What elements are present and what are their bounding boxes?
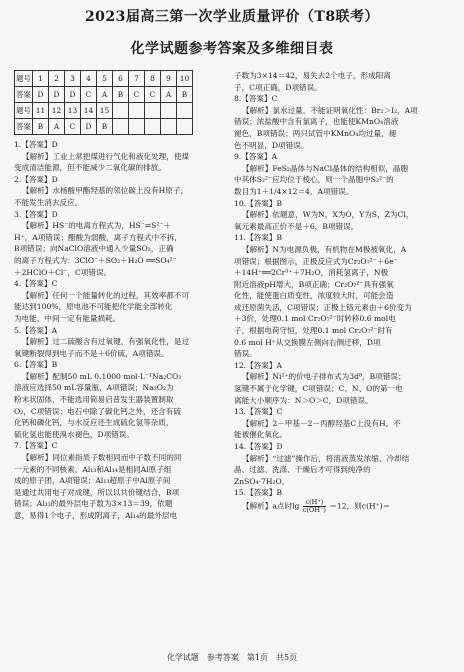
text-line: 子，根据电荷守恒，处理0.1 mol Cr₂O₇²⁻时有	[234, 326, 393, 336]
answer-table-cell	[161, 119, 177, 135]
answer-table-cell: 15	[97, 103, 113, 119]
text-line: 溶液应选择50 mL容量瓶，A项错误；Na₂O₂为	[14, 383, 174, 393]
answer-table-row-label: 答案	[15, 119, 33, 135]
text-line: ＋14H⁺══2Cr³⁺＋7H₂O，消耗氢离子，N极	[234, 268, 389, 278]
answer-heading: 9.【答案】A	[234, 152, 278, 162]
text-line: 能达到100%，原电池不可能把化学能全部转化	[14, 302, 173, 312]
right-column	[234, 70, 450, 514]
answer-table-cell	[161, 103, 177, 119]
answer-table-row	[15, 87, 193, 103]
answer-table-cell: 2	[49, 71, 65, 87]
text-line: 【解析】FeS₂晶体与NaCl晶体的结构相似，晶胞	[242, 163, 409, 173]
answer-table-row	[15, 71, 193, 87]
answer-table-cell: D	[81, 119, 97, 135]
answer-table-cell: B	[97, 119, 113, 135]
text-line: 错误。	[234, 349, 257, 359]
answer-table-cell: 14	[81, 103, 97, 119]
answer-heading: 12.【答案】A	[234, 360, 282, 370]
text-line: 化性，能使蛋白质变性，浓度较大时，可能会造	[234, 291, 394, 301]
formula-line	[234, 499, 450, 514]
document-title: 2023届高三第一次学业质量评价（T8联考）	[84, 9, 380, 25]
right-text	[234, 70, 450, 499]
text-line: ＋3价，处理0.1 mol Cr₂O₇²⁻时转移0.6 mol电	[234, 314, 396, 324]
answer-heading: 5.【答案】A	[14, 325, 58, 335]
answer-table-row-label: 题号	[15, 103, 33, 119]
answer-heading: 6.【答案】B	[14, 360, 58, 370]
text-line: 子数为3×14＝42，易失去2个电子，形成阳离	[234, 71, 391, 80]
answer-heading: 4.【答案】C	[14, 279, 58, 289]
answer-table	[14, 70, 193, 135]
fraction-numerator: c(H⁺)	[303, 499, 326, 507]
answer-table-row-label: 题号	[15, 71, 33, 87]
text-line: ＋2HClO＋Cl⁻，C项错误。	[14, 267, 112, 277]
text-line: 的离子方程式为：3ClO⁻＋SO₂＋H₂O ══SO₄²⁻	[14, 255, 177, 265]
formula-prefix: 【解析】a点时lg	[242, 501, 300, 511]
text-line: 附近溶液pH增大，B项正确；Cr₂O₇²⁻具有强氧	[234, 279, 394, 289]
answer-table-cell: 5	[97, 71, 113, 87]
answer-table-cell: D	[33, 87, 49, 103]
text-line: 氧键断裂得到电子而不是＋6价硫，A项错误。	[14, 348, 169, 358]
answer-table-cell: 1	[33, 71, 49, 87]
answer-table-row-label: 答案	[15, 87, 33, 103]
answer-table-cell	[113, 119, 129, 135]
text-line: 不能发生消去反应。	[14, 197, 83, 207]
answer-table-row	[15, 119, 193, 135]
answer-table-cell	[145, 103, 161, 119]
text-line: 氢键不属于化学键，C项错误；C、N、O的第一电	[234, 384, 403, 394]
answer-table-cell: 7	[129, 71, 145, 87]
answer-heading: 14.【答案】D	[234, 442, 283, 451]
text-line: 褪色，B项错误；两只试管中KMnO₄均过量，褪	[234, 128, 397, 138]
text-line: 【解析】过二硫酸含有过氧键，有强氧化性，是过	[22, 337, 190, 347]
answer-table-cell: B	[33, 119, 49, 135]
left-column	[14, 70, 226, 522]
text-line: 【解析】依题意，W为N，X为O，Y为S，Z为Cl，	[242, 210, 414, 220]
text-line: H⁺，A项错误；醋酸为弱酸，离子方程式中不拆，	[14, 232, 182, 242]
answer-table-cell: A	[49, 119, 65, 135]
answer-table-cell: B	[113, 87, 129, 103]
answer-table-cell: 3	[65, 71, 81, 87]
answer-table-cell: D	[65, 87, 81, 103]
text-line: 错误；浓盐酸中含有氯离子，也能使KMnO₄溶液	[234, 117, 399, 127]
answer-heading: 11.【答案】B	[234, 233, 283, 243]
answer-heading: 7.【答案】C	[14, 441, 58, 451]
text-line: O₂，C项错误；电石中除了碳化钙之外，还含有硫	[14, 406, 181, 416]
text-line: 数目为1＋1/4×12＝4，A项错误。	[234, 186, 354, 196]
text-line: 项错误；根据图示，正极反应式为Cr₂O₇²⁻＋6e⁻	[234, 256, 398, 266]
text-line: 离能大小顺序为：N＞O＞C，D项错误。	[234, 395, 373, 405]
answer-table-cell: 4	[81, 71, 97, 87]
text-line: 一元素的不同核素，Al₁₃和Al₁₄是相同Al原子组	[14, 464, 172, 474]
text-line: 成的原子团，A项错误；Al₁₃超原子中Al原子间	[14, 476, 171, 486]
answer-table-cell: 11	[33, 103, 49, 119]
text-line: 为电能，中间一定有能量损耗。	[14, 313, 121, 323]
text-line: 中其体S₂²⁻应均位于棱心，则一个晶胞中S₂²⁻的	[234, 175, 394, 185]
answer-table-cell	[129, 119, 145, 135]
answer-table-cell: 9	[161, 71, 177, 87]
answer-table-cell: 13	[65, 103, 81, 119]
answer-table-cell: C	[129, 87, 145, 103]
page-footer: 化学试题 参考答案 第1页 共5页	[166, 653, 298, 662]
document-subtitle: 化学试题参考答案及多维细目表	[130, 41, 334, 57]
text-line: 氧元素最高正价不是＋6，B项错误。	[234, 221, 359, 231]
text-line: 【解析】HS⁻的电离方程式为，HS⁻⇌S²⁻＋	[22, 221, 171, 231]
formula-suffix: ＝12，则c(H⁺)＝	[329, 501, 391, 511]
fraction-denominator: c(OH⁻)	[302, 505, 326, 514]
answer-heading: 3.【答案】D	[14, 209, 58, 219]
answer-heading: 15.【答案】B	[234, 488, 283, 498]
answer-table-cell	[177, 103, 193, 119]
text-line: B项错误；向NaClO溶液中通入少量SO₂，正确	[14, 244, 174, 254]
text-line: ZnSO₄·7H₂O。	[234, 476, 290, 486]
text-line: 【解析】2－甲基－2－丙醇羟基C上没有H，不	[242, 418, 401, 428]
text-line: 【解析】配制50 mL 0.1000 mol·L⁻¹Na₂CO₃	[22, 371, 182, 381]
formula-fraction	[303, 499, 326, 514]
answer-heading: 2.【答案】D	[14, 174, 58, 184]
text-line: 错误；Al₁₃的最外层电子数为3×13＝39，依题	[14, 499, 173, 509]
text-line: 【解析】工业上常把煤进行气化和液化处理，使煤	[22, 151, 190, 161]
text-line: 是通过共用电子对成键，所以以共价键结合，B项	[14, 487, 180, 497]
text-line: 【解析】“过滤”操作后，将溶液蒸发浓缩、冷却结	[242, 453, 410, 463]
text-line: 变成清洁能源，但不能减少二氧化碳的排放。	[14, 163, 166, 173]
answer-table-cell	[177, 119, 193, 135]
text-line: 【解析】任何一个能量转化的过程，其效率都不可	[22, 290, 190, 300]
answer-table-cell: C	[65, 119, 81, 135]
text-line: 【解析】Ni²⁺的价电子排布式为3d⁸，B项错误；	[242, 372, 406, 382]
answer-table-cell	[145, 119, 161, 135]
answer-table-cell: B	[177, 87, 193, 103]
answer-heading: 13.【答案】C	[234, 407, 283, 417]
text-line: 意，易得1个电子，形成阴离子，Al₁₄的最外层电	[14, 511, 178, 520]
text-line: 【解析】氯水过量，不能证明氧化性：Br₂＞I₂，A项	[242, 105, 418, 115]
answer-table-cell: A	[161, 87, 177, 103]
text-line: 化钙和磷化钙，与水反应还生成硫化氢等杂质，	[14, 418, 174, 428]
answer-table-cell: 12	[49, 103, 65, 119]
text-line: 【解析】水杨酸甲酯羟基的邻位碳上没有H原子，	[22, 186, 189, 196]
left-text	[14, 139, 226, 522]
answer-table-cell	[113, 103, 129, 119]
text-line: 晶、过滤、洗涤、干燥后才可得到纯净的	[234, 465, 371, 475]
answer-table-cell: 10	[177, 71, 193, 87]
answer-heading: 1.【答案】D	[14, 140, 58, 149]
answer-table-row	[15, 103, 193, 119]
text-line: 粉末状固体，不能选用简易启普发生器装置制取	[14, 395, 174, 405]
answer-table-cell: C	[81, 87, 97, 103]
text-line: 硫化氢也能使溴水褪色，D项错误。	[14, 429, 134, 439]
answer-table-cell	[129, 103, 145, 119]
answer-table-cell: 6	[113, 71, 129, 87]
answer-table-cell: 8	[145, 71, 161, 87]
answer-heading: 8.【答案】C	[234, 94, 278, 104]
answer-table-cell: A	[97, 87, 113, 103]
text-line: 0.6 mol H⁺从交换膜左侧向右侧迁移，D项	[234, 337, 381, 347]
text-line: 【解析】同位素指质子数相同而中子数不同的同	[22, 453, 182, 463]
text-line: 能被催化氧化。	[234, 430, 288, 440]
text-line: 子，C项正确，D项错误。	[234, 82, 322, 92]
answer-table-cell: D	[49, 87, 65, 103]
text-line: 成还原菌失活，C项错误；正极上铬元素由＋6价变为	[234, 302, 412, 312]
answer-heading: 10.【答案】B	[234, 198, 283, 208]
text-line: 色不明显，D项错误。	[234, 140, 309, 150]
answer-table-cell: C	[145, 87, 161, 103]
text-line: 【解析】N为电源负极，有机物在M极被氧化，A	[242, 244, 407, 254]
